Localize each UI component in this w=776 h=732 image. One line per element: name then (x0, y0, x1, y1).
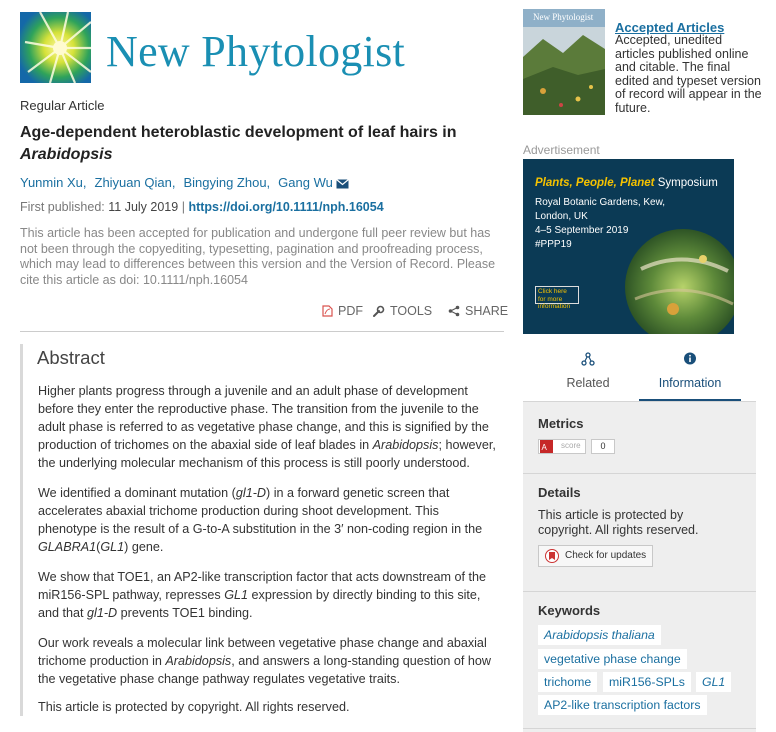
information-panel (523, 401, 756, 732)
tools-button[interactable] (372, 304, 432, 318)
cover-title: New Phytologist (533, 12, 594, 22)
divider (523, 401, 756, 402)
share-icon (448, 305, 460, 317)
copyright-text: This article is protected by copyright. All rights reserved. (38, 700, 350, 714)
ad-location: London, UK (535, 211, 588, 222)
altmetric-badge[interactable] (538, 439, 586, 454)
divider (523, 728, 756, 729)
altmetric-count: 0 (591, 439, 615, 454)
author-list (20, 175, 349, 190)
check-for-updates-button[interactable] (538, 545, 653, 567)
author-link[interactable]: Yunmin Xu, (20, 175, 87, 190)
accepted-notice: This article has been accepted for publication and undergone full peer review but has not been through the copyediting, typesetting, pagination and proofreading process, which may lead to differences between this version and the Version of Record. Please cite this article as doi: 10.1111/nph.16054 (20, 226, 496, 287)
keyword-tag[interactable]: miR156-SPLs (603, 672, 691, 692)
abstract-paragraph: Higher plants progress through a juvenile and an adult phase of development before they enter the reproductive phase. The transition from the juvenile to the adult phase is referred to as vegetative phase change, and this is signified by the production of trichomes on the abaxial side of leaf blades in Arabidopsis; however, the underlying molecular mechanism of this process is still poorly understood. (38, 384, 496, 470)
abstract-section (20, 344, 504, 716)
info-icon (684, 352, 697, 365)
details-title: Details (538, 485, 581, 500)
keyword-tag[interactable]: AP2-like transcription factors (538, 695, 707, 715)
svg-text:A: A (541, 443, 547, 452)
ad-date: 4–5 September 2019 (535, 225, 629, 236)
journal-cover[interactable] (523, 9, 605, 115)
share-button[interactable] (448, 304, 508, 318)
title-italic: Arabidopsis (20, 146, 113, 163)
details-copyright: This article is protected by copyright. All rights reserved. (538, 508, 699, 537)
sidebar-tabs (523, 345, 756, 401)
metrics-title: Metrics (538, 416, 584, 431)
share-label: SHARE (465, 304, 509, 318)
author-link[interactable]: Zhiyuan Qian, (94, 175, 176, 190)
ad-hashtag: #PPP19 (535, 239, 572, 250)
tab-label: Information (658, 376, 722, 390)
sun-leaf-icon (20, 12, 91, 83)
tab-related[interactable] (537, 345, 639, 401)
author-link[interactable]: Gang Wu (278, 175, 333, 190)
title-main: Age-dependent heteroblastic development of leaf hairs in (20, 124, 457, 141)
abstract-paragraph: We identified a dominant mutation (gl1-D) in a forward genetic screen that accelerates abaxial trichome production during shoot development. This phenotype is the result of a G-to-A substitution in the 3′ non-coding region in the GLABRA1(GL1) gene. (38, 486, 483, 554)
separator: | (181, 200, 185, 214)
article-title (20, 122, 500, 166)
ad-title: Plants, People, Planet Symposium (535, 177, 718, 189)
journal-name: New Phytologist (106, 27, 406, 76)
doi-link[interactable]: https://doi.org/10.1111/nph.16054 (188, 200, 384, 214)
altmetric-icon (540, 440, 562, 453)
pdf-icon (322, 305, 333, 317)
abstract-paragraph: Our work reveals a molecular link between vegetative phase change and abaxial trichome production in Arabidopsis, and answers a long-standing question of how the vegetative phase change pathway regulates vegetative traits. (38, 636, 491, 686)
abstract-heading: Abstract (37, 347, 105, 368)
ad-more-info-button[interactable]: Click here for more information (535, 286, 579, 304)
article-type: Regular Article (20, 98, 105, 113)
crossmark-icon (545, 549, 559, 563)
pdf-button[interactable] (322, 304, 363, 318)
keyword-tag[interactable]: GL1 (696, 672, 731, 692)
tools-label: TOOLS (390, 304, 433, 318)
altmetric-label: score (561, 441, 581, 450)
network-icon (581, 352, 595, 366)
advertisement-label: Advertisement (523, 143, 600, 157)
divider (523, 473, 756, 474)
first-published-label: First published: (20, 200, 105, 214)
tab-information[interactable] (639, 345, 741, 401)
divider (20, 331, 504, 332)
article-tools (320, 304, 509, 322)
keyword-tag[interactable]: Arabidopsis thaliana (538, 625, 661, 645)
author-link[interactable]: Bingying Zhou, (183, 175, 271, 190)
publication-info (20, 200, 384, 214)
first-published-date: 11 July 2019 (108, 200, 179, 214)
pdf-label: PDF (338, 304, 363, 318)
ad-venue: Royal Botanic Gardens, Kew, (535, 197, 666, 208)
check-for-updates-label: Check for updates (565, 550, 647, 561)
tab-label: Related (566, 376, 610, 390)
keywords-title: Keywords (538, 603, 601, 618)
cover-image (523, 9, 605, 115)
keyword-tag[interactable]: trichome (538, 672, 597, 692)
advertisement-banner[interactable] (523, 159, 734, 334)
email-icon[interactable] (336, 179, 349, 189)
keyword-tag[interactable]: vegetative phase change (538, 649, 687, 669)
journal-logo[interactable] (20, 12, 406, 84)
divider (523, 591, 756, 592)
accepted-articles-description: Accepted, unedited articles published online and citable. The final edited and typeset version of record will appear in the future. (615, 33, 762, 115)
wrench-icon (372, 305, 385, 318)
accepted-articles-link[interactable]: Accepted Articles (615, 20, 725, 35)
abstract-paragraph: We show that TOE1, an AP2-like transcription factor that acts downstream of the miR156-SPL pathway, represses GL1 expression by directly binding to this site, and that gl1-D prevents TOE1 binding. (38, 570, 486, 620)
